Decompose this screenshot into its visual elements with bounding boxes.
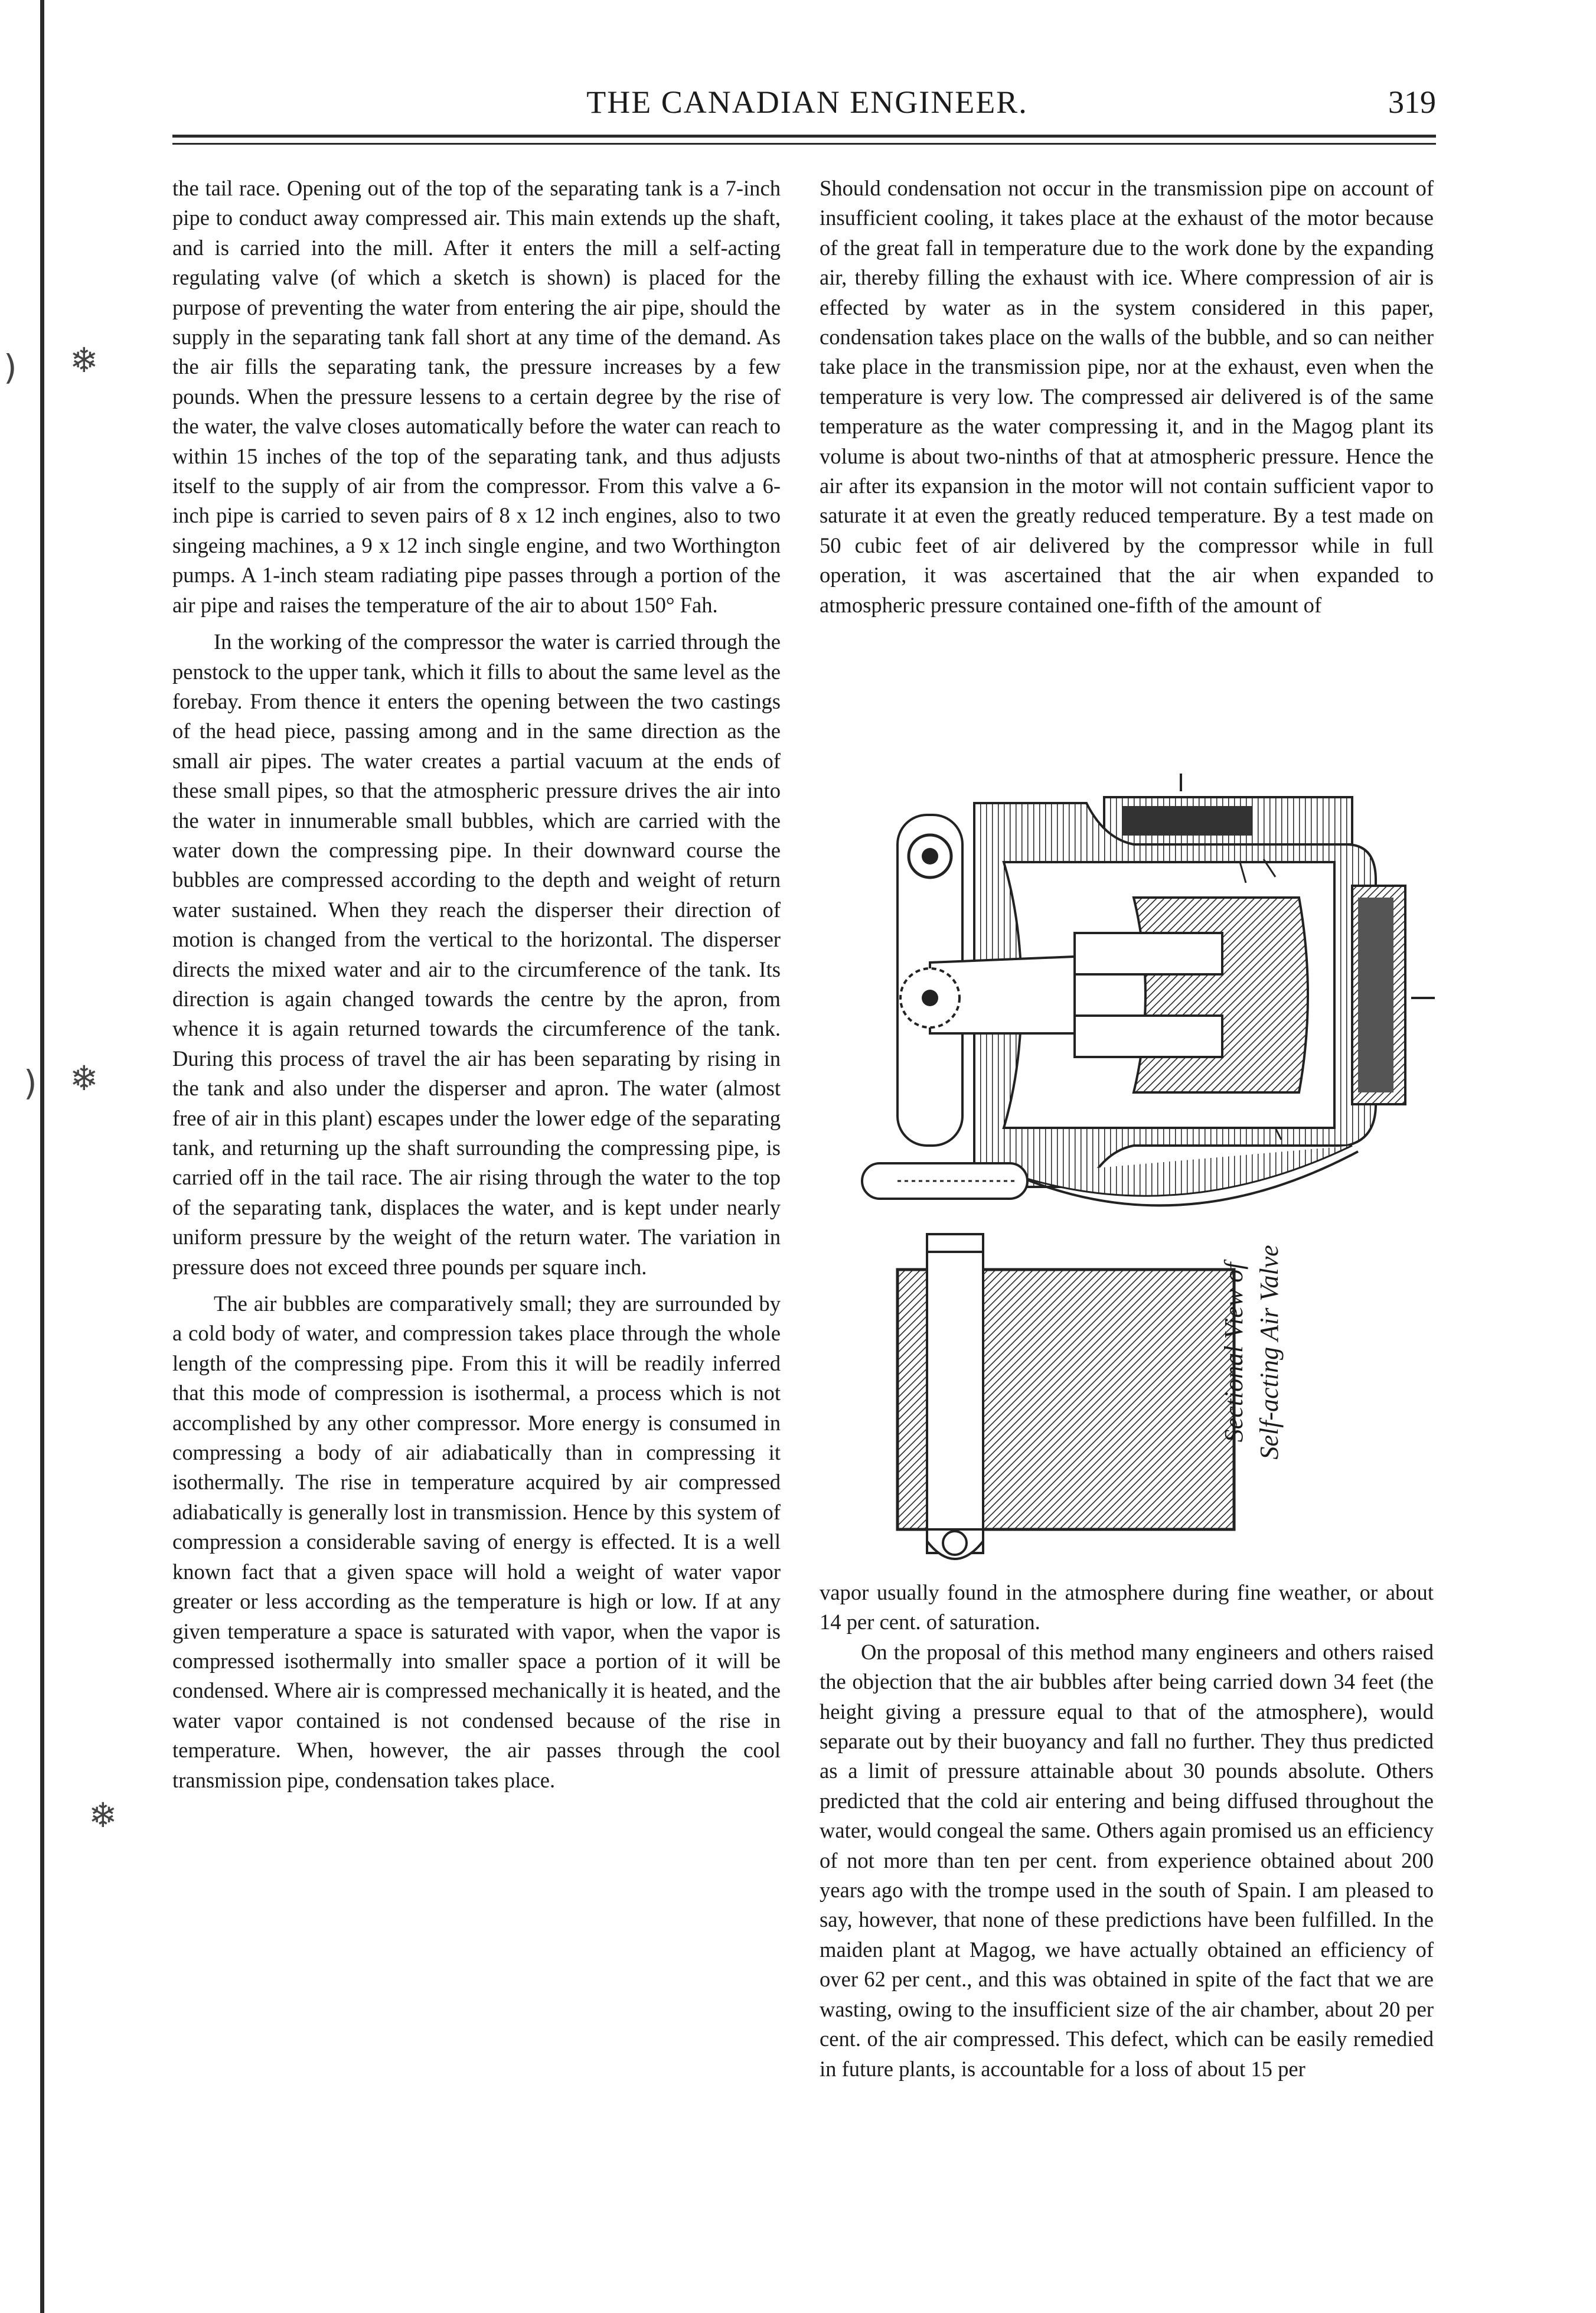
- paragraph: Should condensation not occur in the transmission pipe on account of insufficient cooling, it takes place at the exhaust of the motor because of the great fall in temperature due to the work done by the expanding air, thereby filling the exhaust with ice. Where compression of air is effected by water as in the system considered in this paper, condensation takes place on the walls of the bubble, and so can neither take place in the transmission pipe, nor at the exhaust, even when the temperature is very low. The compressed air delivered is of the same temperature as the water compressing it, and in the Magog plant its volume is about two-ninths of that at atmospheric pressure. Hence the air after its expansion in the motor will not contain sufficient vapor to saturate it at even the greatly reduced temperature. By a test made on 50 cubic feet of air delivered by the compressor while in full operation, it was ascertained that the air when expanded to atmospheric pressure contained one-fifth of the amount of: [820, 176, 1434, 617]
- page-header: [172, 78, 1442, 131]
- page-number: 319: [1388, 84, 1436, 120]
- margin-mark: ❄: [70, 1058, 99, 1098]
- valve-figure: [827, 762, 1453, 1565]
- binding-rule: [40, 0, 44, 2313]
- journal-title: THE CANADIAN ENGINEER.: [586, 84, 1028, 120]
- paragraph: On the proposal of this method many engineers and others raised the objection that the air bubbles after being carried down 34 feet (the height giving a pressure equal to that of the atmosphere), would separate out by their buoyancy and fall no further. They thus predicted as a limit of pressure attainable about 30 pounds absolute. Others predicted that the cold air entering and being diffused throughout the water, would congeal the same. Others again promised us an efficiency of not more than ten per cent. from experience obtained about 200 years ago with the trompe used in the south of Spain. I am pleased to say, however, that none of these predictions have been fulfilled. In the maiden plant at Magog, we have actually obtained an efficiency of over 62 per cent., and this was obtained in spite of the fact that we are wasting, owing to the insufficient size of the air chamber, about 20 per cent. of the air compressed. This defect, which can be easily remedied in future plants, is accountable for a loss of about 15 per: [820, 1639, 1434, 2081]
- paragraph: the tail race. Opening out of the top of the separating tank is a 7-inch pipe to conduct away compressed air. This main extends up the shaft, and is carried into the mill. After it enters the mill a self-acting regulating valve (of which a sketch is shown) is placed for the purpose of preventing the water from entering the air pipe, should the supply in the separating tank fall short at any time of the demand. As the air fills the separating tank, the pressure increases by a few pounds. When the pressure lessens to a certain degree by the rise of the water, the valve closes automatically before the water can reach to within 15 inches of the top of the separating tank, and thus adjusts itself to the supply of air from the compressor. From this valve a 6-inch pipe is carried to seven pairs of 8 x 12 inch engines, also to two singeing machines, a 9 x 12 inch single engine, and two Worthington pumps. A 1-inch steam radiating pipe passes through a portion of the air pipe and raises the temperature of the air to about 150° Fah.: [172, 176, 781, 617]
- header-rule: [172, 135, 1436, 138]
- valve-section: [862, 774, 1435, 1205]
- right-column-bottom: [820, 1578, 1434, 2084]
- margin-mark: ❄: [70, 340, 99, 380]
- caption-line: Sectional View of: [1219, 1262, 1248, 1443]
- figure-caption: [1157, 1228, 1346, 1476]
- left-column: [172, 174, 781, 1795]
- margin-mark: ): [24, 1063, 37, 1103]
- caption-line: Self-acting Air Valve: [1255, 1245, 1284, 1460]
- paragraph: vapor usually found in the atmosphere during fine weather, or about 14 per cent. of saturation.: [820, 1580, 1434, 1635]
- margin-mark: ❄: [89, 1795, 118, 1835]
- right-column-top: [820, 174, 1434, 620]
- margin-mark: ): [4, 347, 17, 387]
- valve-drawing: [827, 762, 1453, 1565]
- header-rule: [172, 143, 1436, 145]
- paragraph: The air bubbles are comparatively small; they are surrounded by a cold body of water, and compression takes place through the whole length of the compressing pipe. From this it will be readily inferred that this mode of compression is isothermal, a process which is not accomplished by any other compressor. More energy is consumed in compressing a body of air adiabatically than in compressing it isothermally. The rise in temperature acquired by air compressed adiabatically is generally lost in transmission. Hence by this system of compression a considerable saving of energy is effected. It is a well known fact that a given space will hold a weight of water vapor greater or less according as the temperature is high or low. If at any given temperature a space is saturated with vapor, when the vapor is compressed isothermally into smaller space a portion of it will be condensed. Where air is compressed mechanically it is heated, and the water vapor contained is not condensed because of the rise in temperature. When, however, the air passes through the cool transmission pipe, condensation takes place.: [172, 1291, 781, 1792]
- paragraph: In the working of the compressor the water is carried through the penstock to the upper tank, which it fills to about the same level as the forebay. From thence it enters the opening between the two castings of the head piece, passing among and in the same direction as the small air pipes. The water creates a partial vacuum at the ends of these small pipes, so that the atmospheric pressure drives the air into the water in innumerable small bubbles, which are carried with the water down the compressing pipe. In their downward course the bubbles are compressed according to the depth and weight of return water sustained. When they reach the disperser their direction of motion is changed from the vertical to the horizontal. The disperser directs the mixed water and air to the circumference of the tank. Its direction is again changed towards the centre by the apron, from whence it is again returned towards the circumference of the tank. During this process of travel the air has been separating by rising in the tank and also under the disperser and apron. The water (almost free of air in this plant) escapes under the lower edge of the separating tank, and returning up the shaft surrounding the compressing pipe, is carried off in the tail race. The air rising through the water to the top of the separating tank, displaces the water, and is kept under nearly uniform pressure by the weight of the return water. The variation in pressure does not exceed three pounds per square inch.: [172, 629, 781, 1279]
